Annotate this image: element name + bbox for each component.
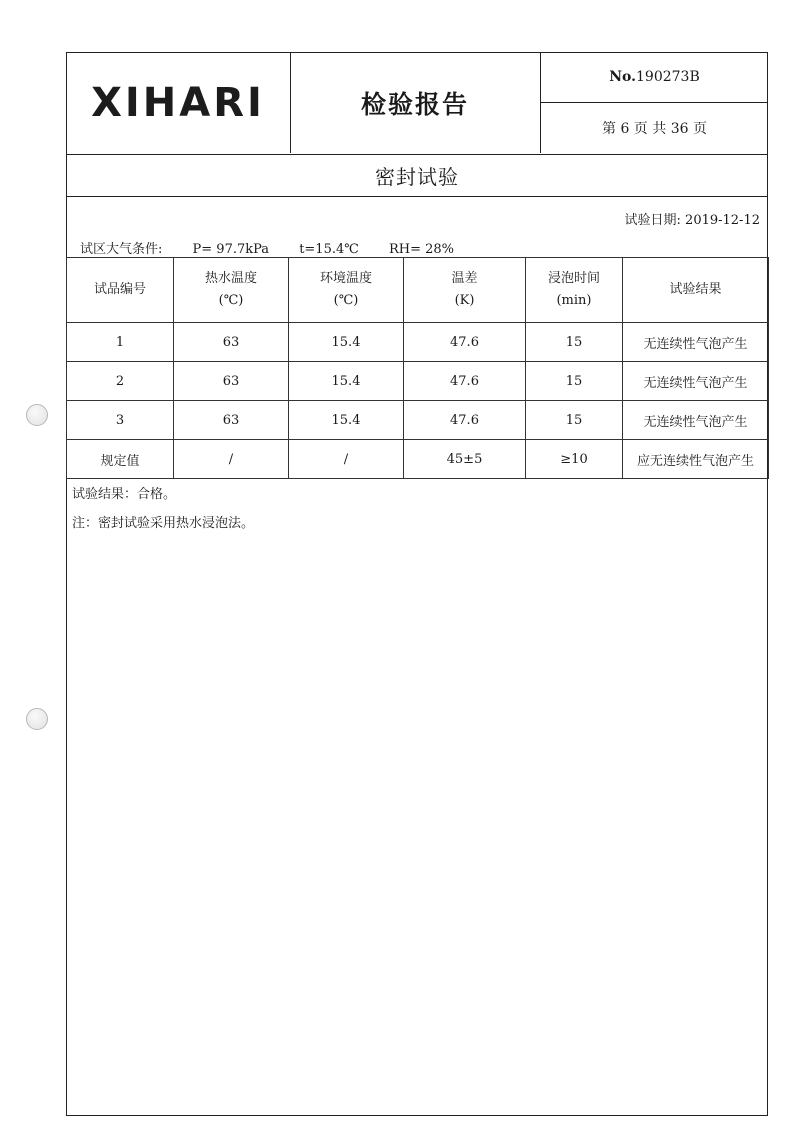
table-row [67, 323, 769, 362]
column-header: 温差 (K) [404, 258, 526, 323]
table-cell: 47.6 [404, 323, 526, 362]
table-cell: ≥10 [526, 440, 623, 479]
atmospheric-conditions [80, 238, 480, 257]
logo-cell [66, 52, 291, 153]
test-result: 试验结果：合格。 [72, 487, 177, 502]
table-header-row [67, 258, 769, 323]
results-table [66, 257, 769, 479]
column-header: 环境温度 (℃) [289, 258, 404, 323]
table-cell: 规定值 [67, 440, 174, 479]
punch-hole [26, 708, 48, 730]
test-date: 试验日期: 2019-12-12 [624, 213, 760, 228]
report-title: 检验报告 [360, 89, 469, 119]
table-cell: 无连续性气泡产生 [623, 401, 769, 440]
table-cell: 3 [67, 401, 174, 440]
table-row [67, 401, 769, 440]
conditions-label: 试区大气条件: [80, 242, 163, 257]
table-cell: 15.4 [289, 323, 404, 362]
humidity-value: RH= 28% [388, 242, 454, 257]
column-header: 浸泡时间 (min) [526, 258, 623, 323]
column-header: 试验结果 [623, 258, 769, 323]
report-number [541, 52, 768, 103]
table-cell: 15 [526, 362, 623, 401]
table-cell: 无连续性气泡产生 [623, 362, 769, 401]
table-cell: 63 [174, 401, 289, 440]
temperature-value: t=15.4℃ [299, 242, 359, 257]
table-row [67, 362, 769, 401]
table-cell: 15.4 [289, 362, 404, 401]
report-number-value: 190273B [636, 69, 700, 85]
table-cell: 63 [174, 362, 289, 401]
column-header: 热水温度 (℃) [174, 258, 289, 323]
table-cell: 应无连续性气泡产生 [623, 440, 769, 479]
table-cell: / [289, 440, 404, 479]
title-cell [290, 52, 541, 153]
table-cell: 15.4 [289, 401, 404, 440]
test-note: 注：密封试验采用热水浸泡法。 [72, 516, 255, 531]
company-logo: XIHARI [91, 79, 265, 126]
table-cell: 63 [174, 323, 289, 362]
table-cell: 47.6 [404, 362, 526, 401]
table-cell: 2 [67, 362, 174, 401]
table-cell: 45±5 [404, 440, 526, 479]
pressure-value: P= 97.7kPa [192, 242, 270, 257]
punch-hole [26, 404, 48, 426]
section-title: 密封试验 [66, 155, 768, 197]
table-row-spec [67, 440, 769, 479]
table-cell: 无连续性气泡产生 [623, 323, 769, 362]
table-cell: / [174, 440, 289, 479]
table-cell: 1 [67, 323, 174, 362]
table-cell: 15 [526, 401, 623, 440]
column-header: 试品编号 [67, 258, 174, 323]
page-info: 第 6 页 共 36 页 [602, 121, 707, 137]
report-number-label: No. [609, 69, 637, 85]
table-cell: 15 [526, 323, 623, 362]
table-cell: 47.6 [404, 401, 526, 440]
report-header [66, 52, 768, 155]
